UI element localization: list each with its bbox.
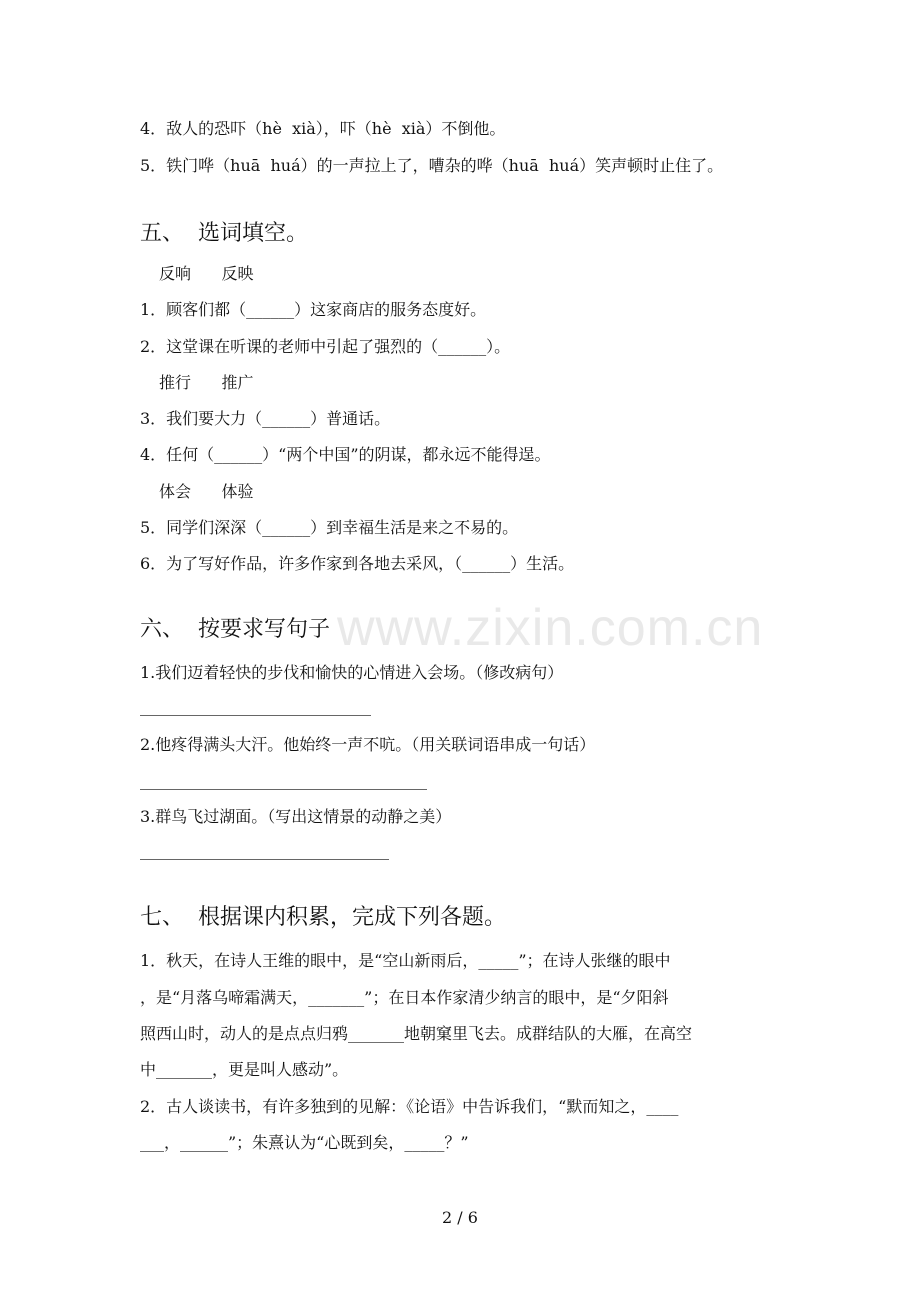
fill-item-4: 4．任何（______）“两个中国”的阴谋，都永远不能得逞。 (140, 445, 551, 464)
page-number: 2 / 6 (442, 1208, 478, 1227)
question-5-text: 5．铁门哗（huā huá）的一声拉上了，嘈杂的哗（huā huá）笑声顿时止住了。 (140, 156, 724, 175)
recall-line-5: 2．古人谈读书，有许多独到的见解：《论语》中告诉我们，“默而知之，____ (140, 1097, 679, 1116)
fill-item-1: 1．顾客们都（______）这家商店的服务态度好。 (140, 300, 487, 319)
word-choice-group-1: 反响 反映 (159, 264, 254, 283)
fill-item-2: 2．这堂课在听课的老师中引起了强烈的（______）。 (140, 337, 511, 356)
section-7-heading: 七、 根据课内积累，完成下列各题。 (140, 905, 506, 930)
section-5-heading: 五、 选词填空。 (140, 221, 308, 246)
fill-item-3: 3．我们要大力（______）普通话。 (140, 409, 391, 428)
answer-line-1 (140, 715, 371, 716)
answer-line-3 (140, 859, 389, 860)
fill-item-6: 6．为了写好作品，许多作家到各地去采风，（______）生活。 (140, 554, 575, 573)
recall-line-3: 照西山时，动人的是点点归鸦_______地朝窠里飞去。成群结队的大雁，在高空 (140, 1024, 693, 1043)
sentence-task-1: 1.我们迈着轻快的步伐和愉快的心情进入会场。（修改病句） (140, 663, 564, 682)
question-4-text: 4．敌人的恐吓（hè xià），吓（hè xià）不倒他。 (140, 119, 506, 138)
fill-item-5: 5．同学们深深（______）到幸福生活是来之不易的。 (140, 518, 519, 537)
sentence-task-2: 2.他疼得满头大汗。他始终一声不吭。（用关联词语串成一句话） (140, 735, 596, 754)
watermark: www.zixin.com.cn (337, 599, 764, 657)
recall-line-2: ，是“月落乌啼霜满天，_______”；在日本作家清少纳言的眼中，是“夕阳斜 (140, 988, 669, 1007)
recall-line-1: 1．秋天，在诗人王维的眼中，是“空山新雨后，_____”；在诗人张继的眼中 (140, 951, 671, 970)
answer-line-2 (140, 789, 427, 790)
word-choice-group-3: 体会 体验 (159, 482, 254, 501)
recall-line-6: ___，______”；朱熹认为“心既到矣，_____？” (140, 1133, 469, 1152)
recall-line-4: 中_______，更是叫人感动”。 (140, 1060, 349, 1079)
sentence-task-3: 3.群鸟飞过湖面。（写出这情景的动静之美） (140, 807, 452, 826)
word-choice-group-2: 推行 推广 (159, 373, 254, 392)
section-6-heading: 六、 按要求写句子 (140, 617, 330, 642)
